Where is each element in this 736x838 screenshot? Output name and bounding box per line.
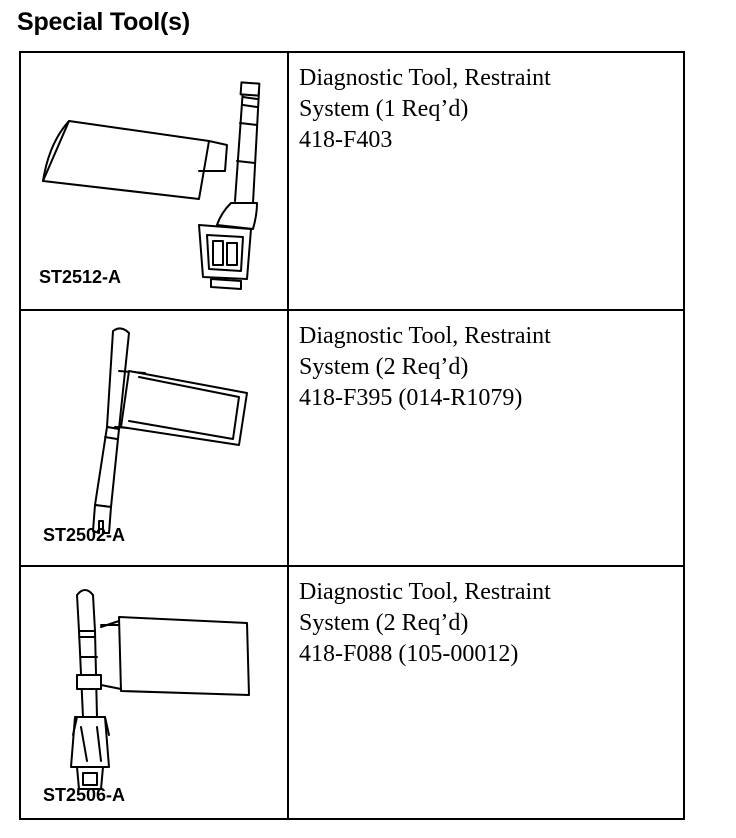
table-row (21, 53, 683, 311)
page-title: Special Tool(s) (17, 8, 190, 36)
tool-code: ST2512-A (39, 267, 122, 287)
tool-name: Diagnostic Tool, Restraint (299, 65, 551, 91)
tool-part-number: 418-F395 (014-R1079) (299, 385, 523, 411)
tool-description (299, 63, 679, 156)
tool-part-number: 418-F403 (299, 127, 393, 153)
tool-description (299, 577, 679, 670)
tool-name: Diagnostic Tool, Restraint (299, 579, 551, 605)
tool-quantity: System (2 Req’d) (299, 610, 469, 636)
tool-code: ST2502-A (43, 525, 126, 545)
tool-illustration-cell (21, 311, 289, 565)
tool-name: Diagnostic Tool, Restraint (299, 323, 551, 349)
tool-illustration-cell (21, 567, 289, 818)
tool-code: ST2506-A (43, 785, 126, 805)
table-row (21, 567, 683, 818)
tool-illustration-cell (21, 53, 289, 309)
tool-description (299, 321, 679, 414)
tool-part-number: 418-F088 (105-00012) (299, 641, 519, 667)
tool-quantity: System (1 Req’d) (299, 96, 469, 122)
table-row (21, 311, 683, 567)
tool-quantity: System (2 Req’d) (299, 354, 469, 380)
restraint-diagnostic-tool-plug-icon (21, 567, 287, 818)
special-tools-table (19, 51, 685, 820)
